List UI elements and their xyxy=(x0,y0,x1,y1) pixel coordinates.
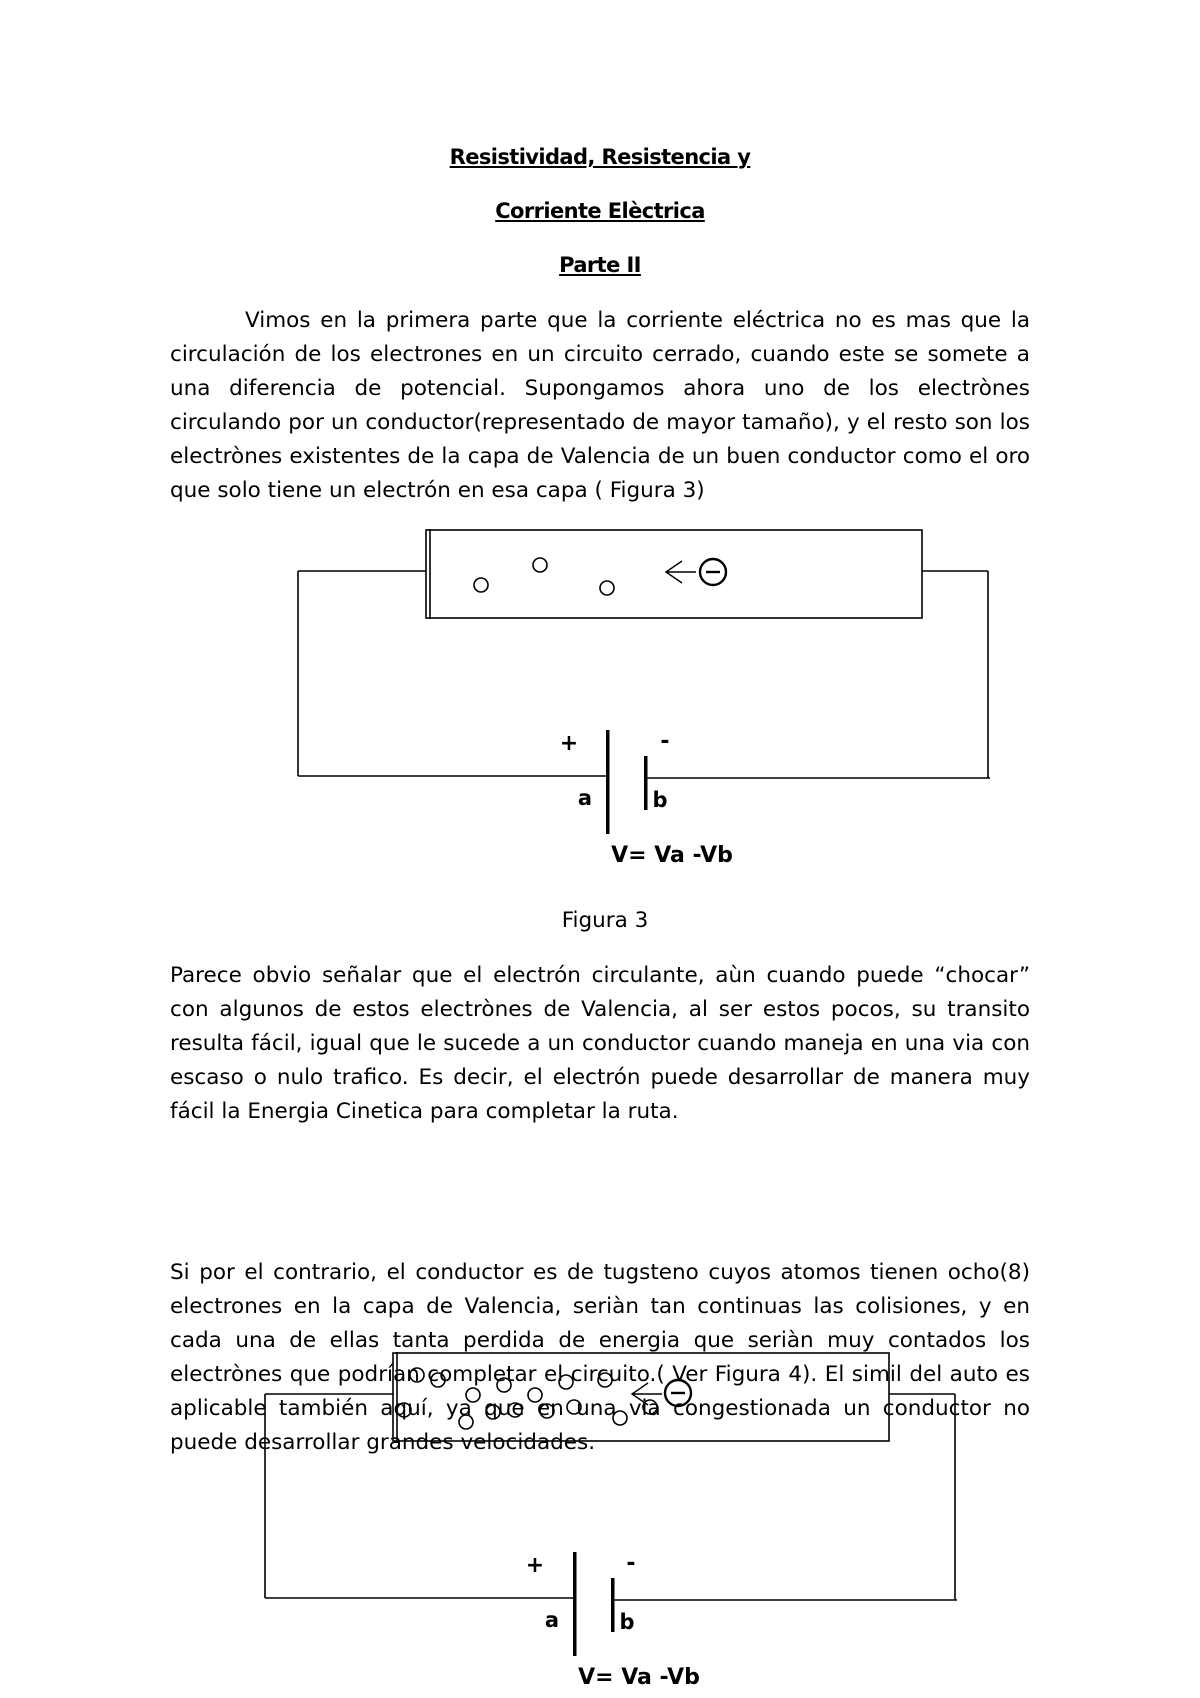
paragraph-high-resistance: Si por el contrario, el conductor es de tugsteno cuyos atomos tienen ocho(8) electrones en la capa de Valencia, seriàn tan continuas las colisiones, y en cada una de ellas tanta perdida de energia que seriàn muy contados los electrònes que podrían completar el circuito.( Ver Figura 4). El simil del auto es aplicable también aquí, ya que en una via congestionada un conductor no puede desarrollar grandes velocidades. xyxy=(170,1260,1030,1455)
arrow-left-icon xyxy=(632,1383,662,1405)
valence-electron xyxy=(486,1405,500,1419)
valence-electron xyxy=(567,1400,581,1414)
battery-plus-label: + xyxy=(525,1553,545,1578)
battery-negative-plate xyxy=(611,1578,615,1632)
valence-electron xyxy=(598,1373,612,1387)
valence-electron xyxy=(508,1403,522,1417)
valence-electron xyxy=(528,1388,542,1402)
document-title-line-1: Resistividad, Resistencia y xyxy=(449,145,751,169)
voltage-formula: V= Va -Vb xyxy=(611,843,733,868)
terminal-b-label: b xyxy=(652,788,668,812)
conductor-box xyxy=(393,1353,889,1441)
valence-electron xyxy=(559,1375,573,1389)
valence-electron xyxy=(459,1415,473,1429)
valence-electron xyxy=(497,1378,511,1392)
valence-electron xyxy=(397,1403,411,1417)
document-title-line-2: Corriente Elèctrica xyxy=(495,199,705,223)
figure-3-caption: Figura 3 xyxy=(561,908,649,933)
valence-electron xyxy=(613,1411,627,1425)
valence-electron xyxy=(643,1400,657,1414)
document-section-heading: Parte II xyxy=(559,253,641,277)
battery-minus-label: - xyxy=(660,729,670,754)
terminal-a-label: a xyxy=(577,786,593,810)
terminal-a-label: a xyxy=(544,1608,560,1632)
battery-minus-label: - xyxy=(626,1551,636,1576)
voltage-formula: V= Va -Vb xyxy=(578,1665,700,1690)
terminal-b-label: b xyxy=(619,1610,635,1634)
valence-electron xyxy=(466,1388,480,1402)
battery-plus-label: + xyxy=(559,731,579,756)
paragraph-intro: Vimos en la primera parte que la corriente eléctrica no es mas que la circulación de los electrones en un circuito cerrado, cuando este se somete a una diferencia de potencial. Supongamos ahora uno de los electrònes circulando por un conductor(representado de mayor tamaño), y el resto son los electrònes existentes de la capa de Valencia de un buen conductor como el oro que solo tiene un electrón en esa capa ( Figura 3) xyxy=(170,308,1030,503)
valence-electron xyxy=(540,1404,554,1418)
valence-electron xyxy=(431,1373,445,1387)
valence-electron xyxy=(410,1368,424,1382)
battery-positive-plate xyxy=(573,1552,577,1656)
paragraph-low-resistance: Parece obvio señalar que el electrón circulante, aùn cuando puede “chocar” con algunos de estos electrònes de Valencia, al ser estos pocos, su transito resulta fácil, igual que le sucede a un conductor cuando maneja en una via con escaso o nulo trafico. Es decir, el electrón puede desarrollar de manera muy fácil la Energia Cinetica para completar la ruta. xyxy=(170,963,1030,1124)
